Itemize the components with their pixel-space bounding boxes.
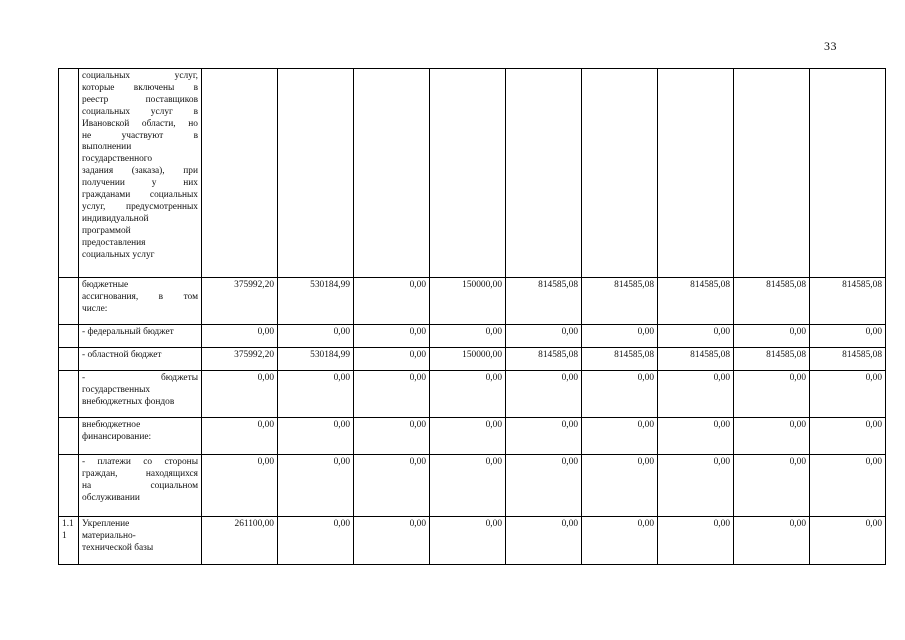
value-cell: 0,00 bbox=[354, 455, 430, 517]
description-line: внебюджетное bbox=[82, 420, 141, 430]
value-cell: 0,00 bbox=[202, 325, 278, 348]
description-line: социальных услуг bbox=[82, 249, 155, 260]
value-cell: 261100,00 bbox=[202, 517, 278, 565]
value-cell: 0,00 bbox=[430, 418, 506, 455]
value-cell: 0,00 bbox=[506, 371, 582, 418]
description-line: технической базы bbox=[82, 542, 154, 553]
value-cell: 0,00 bbox=[582, 517, 658, 565]
value-cell: 0,00 bbox=[506, 517, 582, 565]
value-cell: 0,00 bbox=[354, 418, 430, 455]
value-cell: 0,00 bbox=[658, 455, 734, 517]
row-description-cell bbox=[79, 455, 202, 517]
row-number-cell bbox=[59, 348, 79, 371]
value-cell: 814585,08 bbox=[658, 348, 734, 371]
value-cell: 814585,08 bbox=[810, 278, 886, 325]
value-cell: 0,00 bbox=[430, 517, 506, 565]
description-line: - федеральный бюджет bbox=[82, 327, 174, 337]
value-cell: 0,00 bbox=[354, 371, 430, 418]
description-line: гражданами социальных bbox=[82, 190, 198, 201]
description-line: граждан, находящихся bbox=[82, 468, 198, 479]
table-row bbox=[59, 455, 886, 517]
value-cell bbox=[430, 69, 506, 278]
description-line: Ивановской области, но bbox=[82, 118, 198, 129]
value-cell: 814585,08 bbox=[810, 348, 886, 371]
value-cell: 0,00 bbox=[430, 371, 506, 418]
value-cell: 375992,20 bbox=[202, 348, 278, 371]
description-line: числе: bbox=[82, 303, 108, 314]
value-cell: 0,00 bbox=[354, 517, 430, 565]
description-line: - областной бюджет bbox=[82, 350, 162, 360]
value-cell: 0,00 bbox=[734, 371, 810, 418]
table-row bbox=[59, 517, 886, 565]
row-description-cell bbox=[79, 325, 202, 348]
description-line: социальных услуг, bbox=[82, 71, 198, 81]
description-line: - бюджеты bbox=[82, 373, 198, 383]
value-cell bbox=[658, 69, 734, 278]
value-cell: 814585,08 bbox=[658, 278, 734, 325]
value-cell: 0,00 bbox=[506, 455, 582, 517]
description-line: Укрепление bbox=[82, 519, 130, 529]
value-cell: 0,00 bbox=[734, 325, 810, 348]
description-line: не участвуют в bbox=[82, 130, 198, 141]
row-number-cell bbox=[59, 325, 79, 348]
table-row bbox=[59, 371, 886, 418]
table-row bbox=[59, 69, 886, 278]
value-cell: 0,00 bbox=[734, 455, 810, 517]
value-cell: 0,00 bbox=[810, 455, 886, 517]
description-line: которые включены в bbox=[82, 82, 198, 93]
value-cell: 150000,00 bbox=[430, 348, 506, 371]
description-line: реестр поставщиков bbox=[82, 94, 198, 105]
value-cell: 0,00 bbox=[734, 418, 810, 455]
page-number: 33 bbox=[824, 39, 837, 53]
description-line: на социальном bbox=[82, 480, 198, 491]
description-line: - платежи со стороны bbox=[82, 457, 198, 467]
value-cell bbox=[506, 69, 582, 278]
value-cell bbox=[810, 69, 886, 278]
description-line: государственных bbox=[82, 384, 151, 395]
row-description-cell bbox=[79, 278, 202, 325]
description-line: бюджетные bbox=[82, 280, 129, 290]
value-cell bbox=[278, 69, 354, 278]
description-line: программой bbox=[82, 225, 131, 236]
description-line: индивидуальной bbox=[82, 213, 149, 224]
value-cell: 814585,08 bbox=[582, 348, 658, 371]
value-cell: 150000,00 bbox=[430, 278, 506, 325]
value-cell: 814585,08 bbox=[506, 278, 582, 325]
value-cell: 0,00 bbox=[582, 371, 658, 418]
row-number-cell bbox=[59, 69, 79, 278]
value-cell: 0,00 bbox=[658, 517, 734, 565]
value-cell: 0,00 bbox=[278, 371, 354, 418]
budget-table bbox=[58, 68, 886, 565]
value-cell: 0,00 bbox=[810, 517, 886, 565]
value-cell: 0,00 bbox=[430, 455, 506, 517]
value-cell bbox=[202, 69, 278, 278]
value-cell: 814585,08 bbox=[506, 348, 582, 371]
value-cell bbox=[582, 69, 658, 278]
description-line: внебюджетных фондов bbox=[82, 396, 175, 407]
row-description-cell bbox=[79, 371, 202, 418]
table-row bbox=[59, 418, 886, 455]
row-number-cell bbox=[59, 278, 79, 325]
description-line: государственного bbox=[82, 154, 153, 165]
value-cell: 0,00 bbox=[354, 348, 430, 371]
description-line: обслуживании bbox=[82, 492, 140, 503]
row-number-cell bbox=[59, 455, 79, 517]
value-cell: 0,00 bbox=[582, 455, 658, 517]
description-line: финансирование: bbox=[82, 431, 152, 442]
description-line: выполнении bbox=[82, 142, 132, 153]
description-line: предоставления bbox=[82, 237, 146, 248]
value-cell: 0,00 bbox=[810, 418, 886, 455]
description-line: материально- bbox=[82, 530, 136, 541]
row-description-cell bbox=[79, 418, 202, 455]
value-cell bbox=[734, 69, 810, 278]
value-cell: 0,00 bbox=[430, 325, 506, 348]
value-cell: 0,00 bbox=[202, 418, 278, 455]
value-cell: 0,00 bbox=[506, 325, 582, 348]
table-row bbox=[59, 348, 886, 371]
value-cell: 814585,08 bbox=[734, 278, 810, 325]
value-cell: 0,00 bbox=[810, 325, 886, 348]
value-cell: 0,00 bbox=[354, 278, 430, 325]
value-cell: 0,00 bbox=[202, 455, 278, 517]
value-cell: 0,00 bbox=[506, 418, 582, 455]
row-number-cell bbox=[59, 371, 79, 418]
value-cell: 0,00 bbox=[734, 517, 810, 565]
value-cell: 0,00 bbox=[582, 418, 658, 455]
description-line: социальных услуг в bbox=[82, 106, 198, 117]
value-cell: 0,00 bbox=[278, 517, 354, 565]
value-cell: 0,00 bbox=[582, 325, 658, 348]
value-cell: 0,00 bbox=[658, 325, 734, 348]
description-line: задания (заказа), при bbox=[82, 166, 198, 177]
value-cell: 0,00 bbox=[202, 371, 278, 418]
value-cell: 0,00 bbox=[658, 371, 734, 418]
table-row bbox=[59, 278, 886, 325]
row-description-cell bbox=[79, 517, 202, 565]
row-description-cell bbox=[79, 348, 202, 371]
row-number-cell bbox=[59, 418, 79, 455]
description-line: ассигнования, в том bbox=[82, 291, 198, 302]
table-row bbox=[59, 325, 886, 348]
row-description-cell bbox=[79, 69, 202, 278]
value-cell: 530184,99 bbox=[278, 278, 354, 325]
value-cell: 0,00 bbox=[278, 455, 354, 517]
value-cell: 0,00 bbox=[354, 325, 430, 348]
description-line: услуг, предусмотренных bbox=[82, 201, 198, 212]
description-line: получении у них bbox=[82, 178, 198, 189]
value-cell bbox=[354, 69, 430, 278]
value-cell: 814585,08 bbox=[734, 348, 810, 371]
row-number-cell: 1.1 1 bbox=[59, 517, 79, 565]
value-cell: 530184,99 bbox=[278, 348, 354, 371]
value-cell: 375992,20 bbox=[202, 278, 278, 325]
value-cell: 0,00 bbox=[278, 418, 354, 455]
value-cell: 814585,08 bbox=[582, 278, 658, 325]
value-cell: 0,00 bbox=[658, 418, 734, 455]
value-cell: 0,00 bbox=[278, 325, 354, 348]
value-cell: 0,00 bbox=[810, 371, 886, 418]
